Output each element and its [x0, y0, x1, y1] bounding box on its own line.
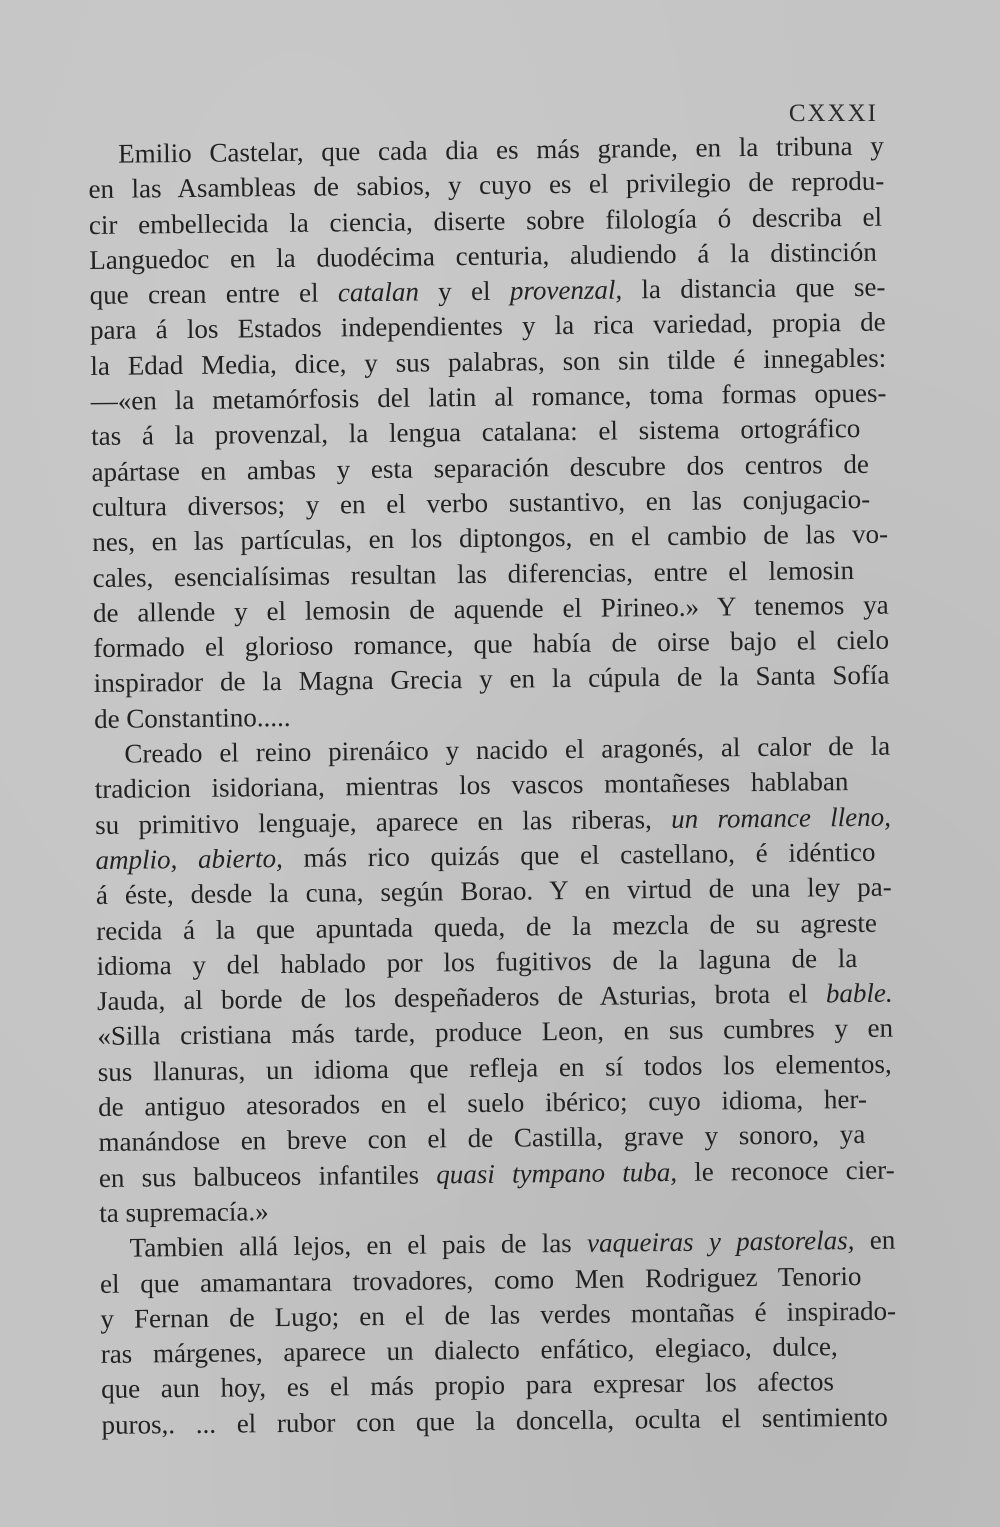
text-segment: para á los Estados independientes y la rica variedad, propia de	[89, 307, 886, 346]
text-segment: formado el glorioso romance, que había de oirse bajo el cielo	[93, 624, 890, 664]
text-segment: Tambien allá lejos, en el pais de las	[129, 1228, 588, 1263]
text-segment: que crean entre el	[89, 277, 339, 311]
text-segment: tradicion isidoriana, mientras los vascos montañeses hablaban	[94, 766, 849, 805]
text-segment: de Constantino.....	[93, 701, 291, 734]
text-segment: Jauda, al borde de los despeñaderos de Asturias, brota el	[96, 978, 827, 1017]
text-segment: inspirador de la Magna Grecia y en la cúpula de la Santa Sofía	[93, 660, 890, 699]
text-segment: puros,. ... el rubor con que la doncella, oculta el sentimiento	[101, 1401, 888, 1440]
text-segment: sus llanuras, un idioma que refleja en sí todos los elementos,	[97, 1048, 892, 1087]
text-segment: el que amamantara trovadores, como Men Rodriguez Tenorio	[99, 1260, 862, 1299]
italic-text-segment: un romance lleno,	[670, 801, 892, 834]
body-text	[88, 129, 898, 1443]
text-segment: le reconoce cier-	[676, 1154, 895, 1187]
text-segment: cales, esencialísimas resultan las diferencias, entre el lemosin	[92, 554, 855, 593]
italic-text-segment: vaqueiras y pastorelas,	[586, 1225, 855, 1259]
text-segment: Languedoc en la duodécima centuria, aludiendo á la distinción	[89, 236, 877, 275]
text-segment: apártase en ambas y esta separación descubre dos centros de	[91, 448, 870, 487]
text-segment: cultura diversos; y en el verbo sustantivo, en las conjugacio-	[91, 483, 871, 522]
text-segment: en	[854, 1224, 896, 1256]
text-segment: de allende y el lemosin de aquende el Pirineo.» Y tenemos ya	[92, 589, 889, 628]
text-segment: recida á la que apuntada queda, de la mezcla de su agreste	[96, 907, 878, 946]
text-segment: más rico quizás que el castellano, é idéntico	[282, 836, 876, 873]
text-segment: idioma y del hablado por los fugitivos de la laguna de la	[96, 942, 858, 981]
text-line	[101, 1399, 897, 1443]
italic-text-segment: quasi tympano tuba,	[436, 1156, 678, 1190]
text-segment: que aun hoy, es el más propio para expresar los afectos	[100, 1366, 835, 1405]
text-segment: en las Asambleas de sabios, y cuyo es el privilegio de reprodu-	[88, 165, 885, 205]
text-segment: —«en la metamórfosis del latin al romance, toma formas opues-	[90, 377, 887, 417]
text-segment: cir embellecida la ciencia, diserte sobre filología ó describa el	[88, 201, 883, 240]
italic-text-segment: amplio, abierto,	[95, 842, 283, 875]
text-segment: ras márgenes, aparece un dialecto enfático, elegiaco, dulce,	[100, 1331, 838, 1370]
text-segment: nes, en las partículas, en los diptongos, en el cambio de las vo-	[92, 518, 889, 558]
italic-text-segment: bable.	[825, 977, 893, 1009]
text-segment: en sus balbuceos infantiles	[98, 1159, 437, 1193]
italic-text-segment: provenzal,	[509, 274, 623, 306]
text-segment: «Silla cristiana más tarde, produce Leon, en sus cumbres y en	[97, 1013, 894, 1052]
text-segment: ta supremacía.»	[99, 1196, 269, 1228]
text-segment: Emilio Castelar, que cada dia es más grande, en la tribuna y	[118, 130, 884, 169]
page-number: CXXXI	[788, 100, 878, 127]
text-segment: y el	[418, 275, 511, 307]
text-segment: de antiguo atesorados en el suelo ibérico; cuyo idioma, her-	[98, 1083, 868, 1122]
text-segment: y Fernan de Lugo; en el de las verdes montañas é inspirado-	[100, 1295, 897, 1334]
text-segment: manándose en breve con el de Castilla, grave y sonoro, ya	[98, 1119, 866, 1158]
text-segment: á éste, desde la cuna, según Borao. Y en virtud de una ley pa-	[95, 871, 892, 911]
text-segment: su primitivo lenguaje, aparece en las riberas,	[95, 803, 672, 840]
text-segment: tas á la provenzal, la lengua catalana: el sistema ortográfico	[90, 413, 861, 452]
italic-text-segment: catalan	[337, 276, 420, 308]
text-segment: la distancia que se-	[621, 271, 886, 305]
text-segment: la Edad Media, dice, y sus palabras, son sin tilde é innegables:	[90, 342, 887, 381]
text-segment: Creado el reino pirenáico y nacido el aragonés, al calor de la	[124, 730, 891, 769]
